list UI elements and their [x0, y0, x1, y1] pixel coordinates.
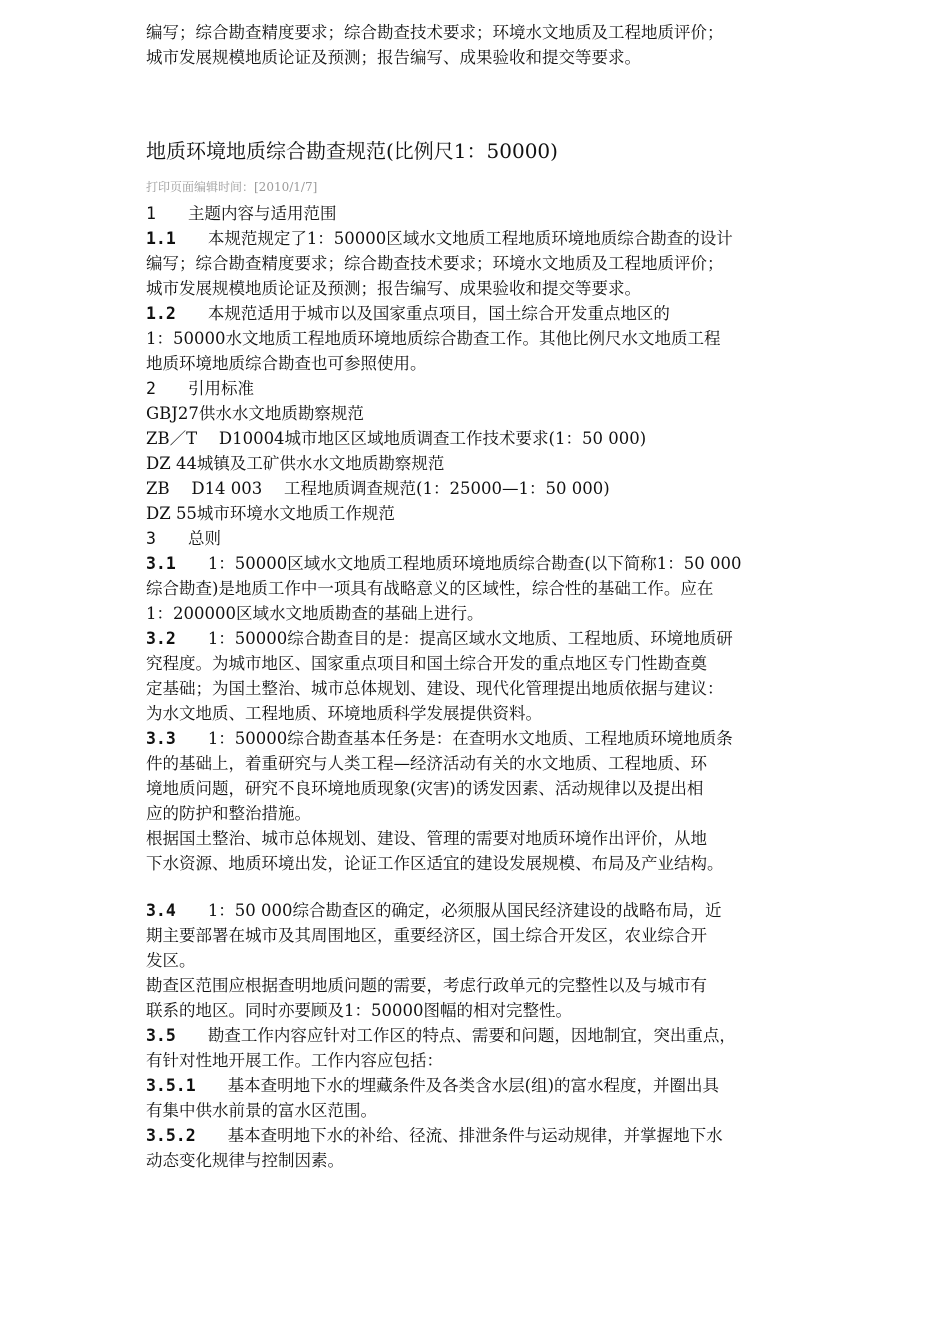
- list-item: DZ 44城镇及工矿供水水文地质勘察规范: [146, 454, 445, 473]
- clause-3-5-2: [146, 1123, 810, 1173]
- text-line: 根据国土整治、城市总体规划、建设、管理的需要对地质环境作出评价，从地: [146, 829, 707, 848]
- text-line: 有集中供水前景的富水区范围。: [146, 1101, 377, 1120]
- list-item: GBJ27供水水文地质勘察规范: [146, 404, 364, 423]
- section-title: 总则: [187, 529, 221, 548]
- section-number: 2: [146, 379, 156, 398]
- text-line: 1：50 000综合勘查区的确定，必须服从国民经济建设的战略布局，近: [207, 901, 722, 920]
- clause-3-4: [146, 898, 810, 1023]
- text-line: 究程度。为城市地区、国家重点项目和国土综合开发的重点地区专门性勘查奠: [146, 654, 707, 673]
- section-3-heading: [146, 526, 810, 551]
- text-line: 发区。: [146, 951, 196, 970]
- text-line: 1：50000区域水文地质工程地质环境地质综合勘查(以下简称1：50 000: [207, 554, 742, 573]
- text-line: 本规范规定了1：50000区域水文地质工程地质环境地质综合勘查的设计: [207, 229, 733, 248]
- text-line: 基本查明地下水的埋藏条件及各类含水层(组)的富水程度，并圈出具: [227, 1076, 720, 1095]
- section-title: 引用标准: [187, 379, 254, 398]
- clause-number: 3.3: [146, 729, 176, 748]
- text-line: 下水资源、地质环境出发，论证工作区适宜的建设发展规模、布局及产业结构。: [146, 854, 724, 873]
- clause-1-1: [146, 226, 810, 301]
- text-line: 期主要部署在城市及其周围地区，重要经济区，国土综合开发区，农业综合开: [146, 926, 707, 945]
- clause-3-1: [146, 551, 810, 626]
- document-title: 地质环境地质综合勘查规范(比例尺1：50000): [146, 139, 558, 163]
- text-line: 城市发展规模地质论证及预测；报告编写、成果验收和提交等要求。: [146, 48, 641, 67]
- text-line: 编写；综合勘查精度要求；综合勘查技术要求；环境水文地质及工程地质评价；: [146, 23, 724, 42]
- clause-3-5-1: [146, 1073, 810, 1123]
- clause-1-2: [146, 301, 810, 376]
- text-line: 动态变化规律与控制因素。: [146, 1151, 344, 1170]
- clause-number: 1.1: [146, 229, 176, 248]
- section-1-heading: [146, 201, 810, 226]
- section-number: 3: [146, 529, 156, 548]
- clause-number: 3.5: [146, 1026, 176, 1045]
- text-line: 编写；综合勘查精度要求；综合勘查技术要求；环境水文地质及工程地质评价；: [146, 254, 724, 273]
- text-line: 1：200000区域水文地质勘查的基础上进行。: [146, 604, 484, 623]
- clause-3-2: [146, 626, 810, 726]
- clause-number: 3.4: [146, 901, 176, 920]
- section-title: 主题内容与适用范围: [187, 204, 337, 223]
- section-number: 1: [146, 204, 156, 223]
- text-line: 城市发展规模地质论证及预测；报告编写、成果验收和提交等要求。: [146, 279, 641, 298]
- text-line: 有针对性地开展工作。工作内容应包括：: [146, 1051, 443, 1070]
- top-fragment: [146, 20, 810, 70]
- text-line: 勘查区范围应根据查明地质问题的需要，考虑行政单元的完整性以及与城市有: [146, 976, 707, 995]
- edit-time: 打印页面编辑时间：[2010/1/7]: [146, 180, 318, 194]
- text-line: 件的基础上，着重研究与人类工程—经济活动有关的水文地质、工程地质、环: [146, 754, 707, 773]
- text-line: 为水文地质、工程地质、环境地质科学发展提供资料。: [146, 704, 542, 723]
- text-line: 地质环境地质综合勘查也可参照使用。: [146, 354, 427, 373]
- list-item: DZ 55城市环境水文地质工作规范: [146, 504, 395, 523]
- clause-number: 3.5.1: [146, 1076, 196, 1095]
- text-line: 应的防护和整治措施。: [146, 804, 311, 823]
- clause-number: 3.2: [146, 629, 176, 648]
- text-line: 1：50000水文地质工程地质环境地质综合勘查工作。其他比例尺水文地质工程: [146, 329, 721, 348]
- text-line: 勘查工作内容应针对工作区的特点、需要和问题，因地制宜，突出重点，: [207, 1026, 736, 1045]
- text-line: 本规范适用于城市以及国家重点项目，国土综合开发重点地区的: [207, 304, 670, 323]
- text-line: 联系的地区。同时亦要顾及1：50000图幅的相对完整性。: [146, 1001, 572, 1020]
- clause-number: 3.5.2: [146, 1126, 196, 1145]
- text-line: 境地质问题，研究不良环境地质现象(灾害)的诱发因素、活动规律以及提出相: [146, 779, 704, 798]
- section-2-heading: [146, 376, 810, 401]
- text-line: 定基础；为国土整治、城市总体规划、建设、现代化管理提出地质依据与建议：: [146, 679, 724, 698]
- text-line: 1：50000综合勘查目的是：提高区域水文地质、工程地质、环境地质研: [207, 629, 733, 648]
- clause-number: 1.2: [146, 304, 176, 323]
- standards-list: [146, 401, 810, 526]
- clause-number: 3.1: [146, 554, 176, 573]
- clause-3-5: [146, 1023, 810, 1073]
- list-item: ZB／T D10004城市地区区域地质调查工作技术要求(1：50 000): [146, 429, 647, 448]
- text-line: 综合勘查)是地质工作中一项具有战略意义的区域性，综合性的基础工作。应在: [146, 579, 714, 598]
- list-item: ZB D14 003 工程地质调查规范(1：25000—1：50 000): [146, 479, 610, 498]
- text-line: 1：50000综合勘查基本任务是：在查明水文地质、工程地质环境地质条: [207, 729, 733, 748]
- text-line: 基本查明地下水的补给、径流、排泄条件与运动规律，并掌握地下水: [227, 1126, 723, 1145]
- clause-3-3: [146, 726, 810, 876]
